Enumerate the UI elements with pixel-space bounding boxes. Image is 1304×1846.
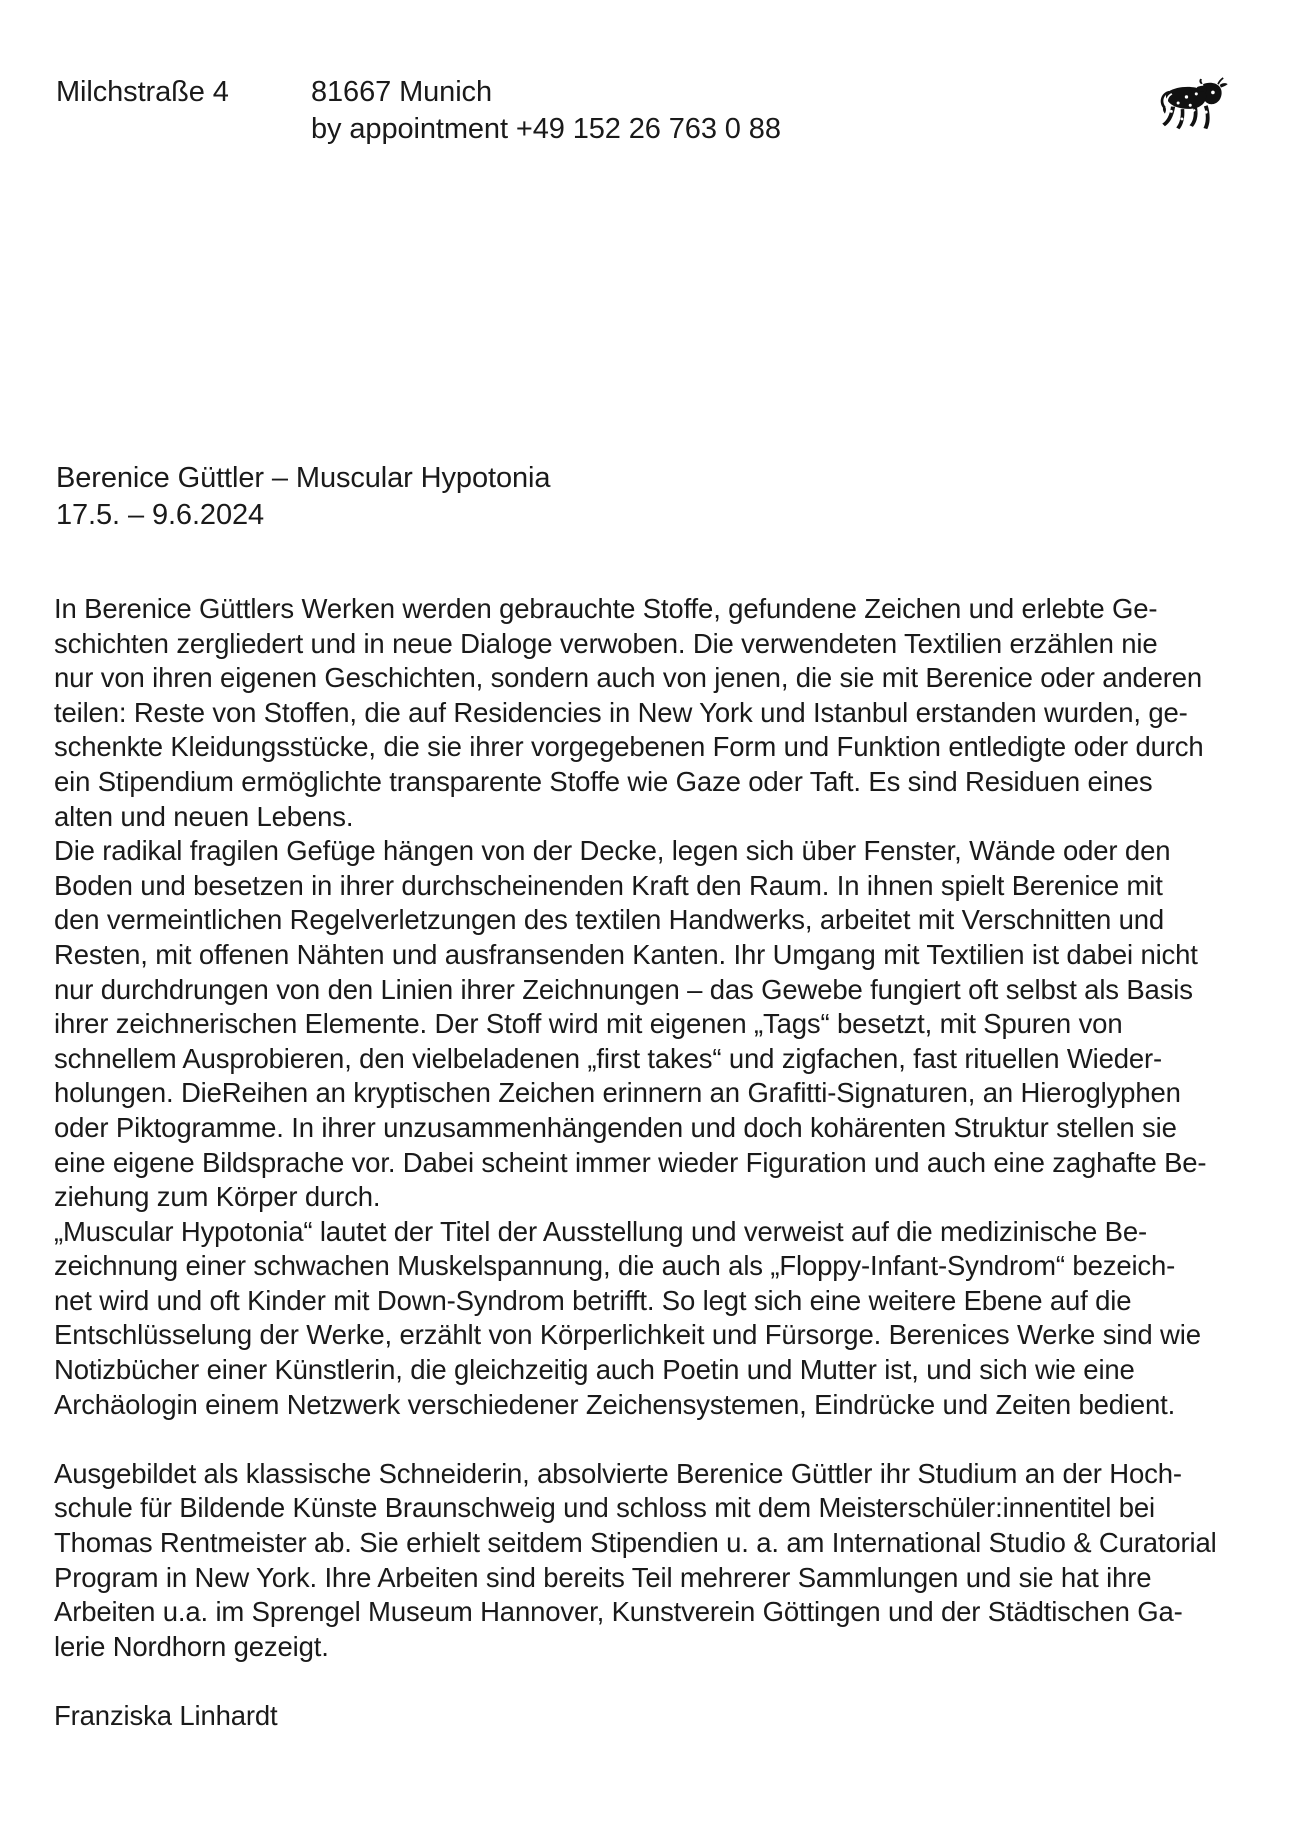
press-release-body xyxy=(54,592,1254,1734)
text-line: Thomas Rentmeister ab. Sie erhielt seitdem Stipendien u. a. am International Studio & Curatorial xyxy=(54,1527,1217,1559)
text-line: Entschlüsselung der Werke, erzählt von Körperlichkeit und Fürsorge. Berenices Werke sind wie xyxy=(54,1319,1201,1351)
paragraph-1 xyxy=(54,592,1254,834)
text-line: Boden und besetzen in ihrer durchscheinenden Kraft den Raum. In ihnen spielt Berenice mit xyxy=(54,869,1163,901)
text-line: ein Stipendium ermöglichte transparente Stoffe wie Gaze oder Taft. Es sind Residuen eines xyxy=(54,765,1153,797)
text-line: Resten, mit offenen Nähten und ausfransenden Kanten. Ihr Umgang mit Textilien ist dabei nicht xyxy=(54,938,1198,970)
text-line: schenkte Kleidungsstücke, die sie ihrer vorgegebenen Form und Funktion entledigte oder durch xyxy=(54,731,1204,763)
text-line: nur durchdrungen von den Linien ihrer Zeichnungen – das Gewebe fungiert oft selbst als Basis xyxy=(54,973,1193,1005)
text-line: Program in New York. Ihre Arbeiten sind bereits Teil mehrerer Sammlungen und sie hat ihre xyxy=(54,1561,1152,1593)
text-line: Arbeiten u.a. im Sprengel Museum Hannover, Kunstverein Göttingen und der Städtischen Ga- xyxy=(54,1596,1183,1628)
text-line: alten und neuen Lebens. xyxy=(54,800,354,832)
text-line: Ausgebildet als klassische Schneiderin, absolvierte Berenice Güttler ihr Studium an der Hoch- xyxy=(54,1457,1182,1489)
header-city-line: 81667 Munich xyxy=(311,76,492,108)
text-line: Die radikal fragilen Gefüge hängen von der Decke, legen sich über Fenster, Wände oder den xyxy=(54,835,1171,867)
text-line: ihrer zeichnerischen Elemente. Der Stoff wird mit eigenen „Tags“ besetzt, mit Spuren von xyxy=(54,1008,1123,1040)
author-signature: Franziska Linhardt xyxy=(54,1700,278,1731)
paragraph-4-biography xyxy=(54,1457,1254,1665)
bull-logo xyxy=(1152,72,1230,134)
text-line: In Berenice Güttlers Werken werden gebrauchte Stoffe, gefundene Zeichen und erlebte Ge- xyxy=(54,593,1158,624)
text-line: schnellem Ausprobieren, den vielbeladenen „first takes“ und zigfachen, fast rituellen Wieder- xyxy=(54,1042,1163,1074)
text-line: Notizbücher einer Künstlerin, die gleichzeitig auch Poetin und Mutter ist, und sich wie eine xyxy=(54,1354,1135,1386)
text-line: schichten zergliedert und in neue Dialoge verwoben. Die verwendeten Textilien erzählen nie xyxy=(54,627,1158,659)
text-line: net wird und oft Kinder mit Down-Syndrom betrifft. So legt sich eine weitere Ebene auf die xyxy=(54,1284,1132,1316)
header-street-address: Milchstraße 4 xyxy=(56,76,229,108)
header-appointment-line: by appointment +49 152 26 763 0 88 xyxy=(311,113,781,145)
text-line: teilen: Reste von Stoffen, die auf Residencies in New York und Istanbul erstanden wurden, ge- xyxy=(54,696,1188,728)
exhibition-title: Berenice Güttler – Muscular Hypotonia xyxy=(56,462,551,494)
text-line: schule für Bildende Künste Braunschweig und schloss mit dem Meisterschüler:innentitel bei xyxy=(54,1492,1155,1524)
exhibition-dates: 17.5. – 9.6.2024 xyxy=(56,499,265,531)
text-line: den vermeintlichen Regelverletzungen des textilen Handwerks, arbeitet mit Verschnitten und xyxy=(54,904,1165,936)
paragraph-2 xyxy=(54,834,1254,1215)
text-line: zeichnung einer schwachen Muskelspannung, die auch als „Floppy-Infant-Syndrom“ bezeich- xyxy=(54,1250,1176,1282)
text-line: Archäologin einem Netzwerk verschiedener Zeichensystemen, Eindrücke und Zeiten bedient. xyxy=(54,1388,1176,1420)
text-line: oder Piktogramme. In ihrer unzusammenhängenden und doch kohärenten Struktur stellen sie xyxy=(54,1111,1177,1143)
document-header xyxy=(56,74,1248,164)
text-line: eine eigene Bildsprache vor. Dabei scheint immer wieder Figuration und auch eine zaghafte Be- xyxy=(54,1146,1207,1178)
text-line: ziehung zum Körper durch. xyxy=(54,1181,381,1213)
text-line: holungen. DieReihen an kryptischen Zeichen erinnern an Grafitti-Signaturen, an Hieroglyphen xyxy=(54,1077,1181,1109)
paragraph-3 xyxy=(54,1215,1254,1423)
header-contact-block xyxy=(311,74,781,148)
text-line: lerie Nordhorn gezeigt. xyxy=(54,1630,329,1662)
text-line: „Muscular Hypotonia“ lautet der Titel der Ausstellung und verweist auf die medizinische Be- xyxy=(54,1215,1148,1247)
exhibition-title-block xyxy=(56,460,550,534)
text-line: nur von ihren eigenen Geschichten, sondern auch von jenen, die sie mit Berenice oder anderen xyxy=(54,662,1203,694)
